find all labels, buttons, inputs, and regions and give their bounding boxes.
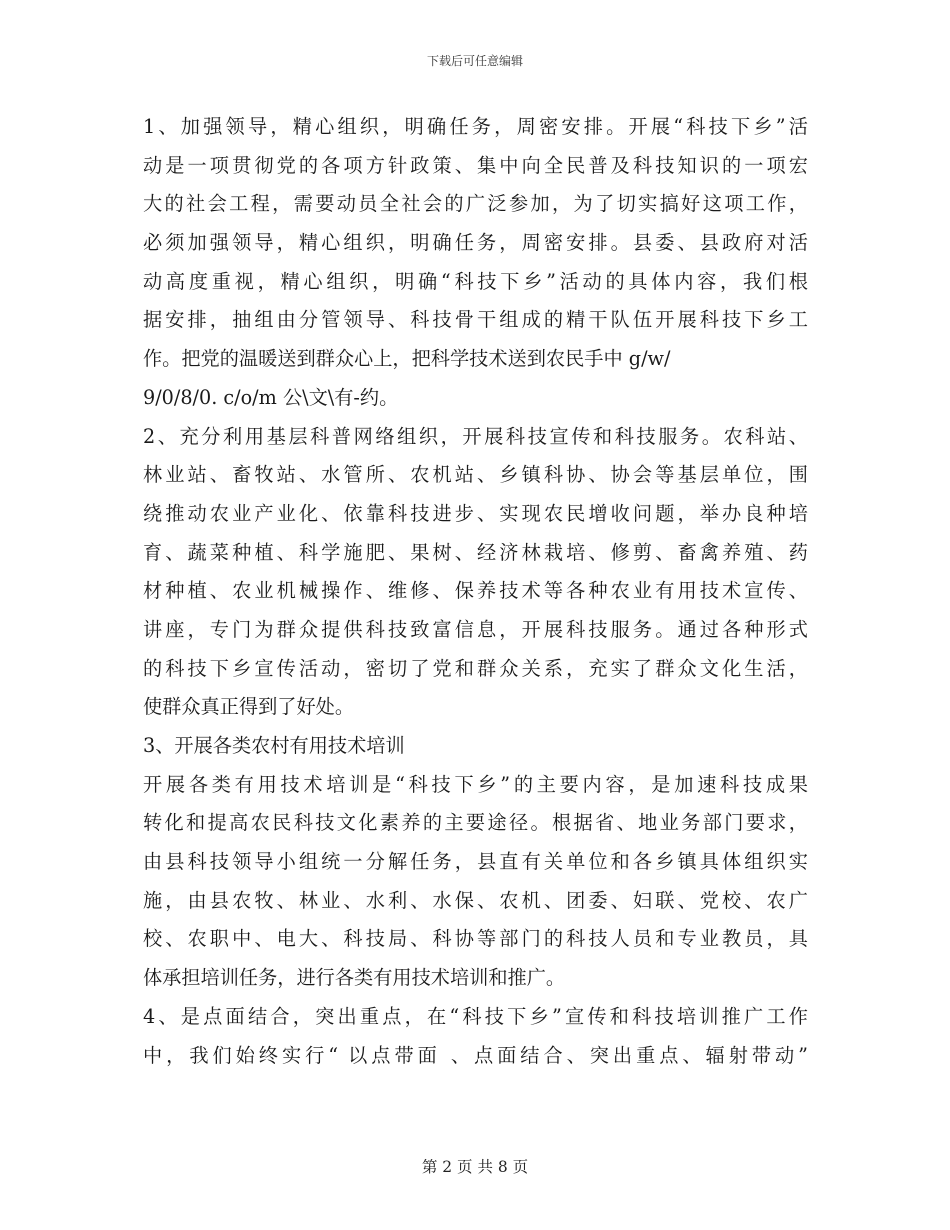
- text-line: 材种植、农业机械操作、维修、保养技术等各种农业有用技术宣传、: [143, 579, 808, 603]
- text-line: 绕推动农业产业化、依靠科技进步、实现农民增收问题，举办良种培: [143, 501, 808, 525]
- text-line: 讲座，专门为群众提供科技致富信息，开展科技服务。通过各种形式: [143, 617, 808, 641]
- text-line: 中，我们始终实行“ 以点带面 、点面结合、突出重点、辐射带动”: [143, 1043, 808, 1067]
- text-line: 由县科技领导小组统一分解任务，县直有关单位和各乡镇具体组织实: [143, 850, 808, 874]
- text-line: 9/0/8/0. c/o/m 公\文\有-约。: [143, 385, 399, 409]
- text-line: 据安排，抽组由分管领导、科技骨干组成的精干队伍开展科技下乡工: [143, 308, 808, 332]
- document-body: [143, 108, 808, 1075]
- section-heading: 3、开展各类农村有用技术培训: [143, 734, 405, 757]
- text-line: 作。把党的温暖送到群众心上，把科学技术送到农民手中 g/w/: [143, 347, 671, 371]
- text-line: 育、蔬菜种植、科学施肥、果树、经济林栽培、修剪、畜禽养殖、药: [143, 540, 808, 564]
- text-line: 动高度重视，精心组织，明确“科技下乡”活动的具体内容，我们根: [143, 269, 808, 293]
- text-line: 使群众真正得到了好处。: [143, 695, 355, 719]
- text-line: 林业站、畜牧站、水管所、农机站、乡镇科协、协会等基层单位，围: [143, 463, 808, 487]
- text-line: 施，由县农牧、林业、水利、水保、农机、团委、妇联、党校、农广: [143, 888, 808, 912]
- text-line: 校、农职中、电大、科技局、科协等部门的科技人员和专业教员，具: [143, 927, 808, 951]
- text-line: 必须加强领导，精心组织，明确任务，周密安排。县委、县政府对活: [143, 231, 808, 255]
- text-line: 1、加强领导，精心组织，明确任务，周密安排。开展“科技下乡”活: [143, 115, 808, 138]
- text-line: 4、是点面结合，突出重点，在“科技下乡”宣传和科技培训推广工作: [143, 1004, 808, 1028]
- text-line: 的科技下乡宣传活动，密切了党和群众关系，充实了群众文化生活，: [143, 656, 808, 680]
- text-line: 动是一项贯彻党的各项方针政策、集中向全民普及科技知识的一项宏: [143, 153, 808, 177]
- text-line: 2、充分利用基层科普网络组织，开展科技宣传和科技服务。农科站、: [143, 424, 808, 448]
- page-number-footer: 第 2 页 共 8 页: [421, 1158, 529, 1176]
- page-header: 下载后可任意编辑: [426, 54, 523, 68]
- text-line: 转化和提高农民科技文化素养的主要途径。根据省、地业务部门要求，: [143, 811, 808, 835]
- text-line: 开展各类有用技术培训是“科技下乡”的主要内容，是加速科技成果: [143, 772, 808, 796]
- text-line: 体承担培训任务，进行各类有用技术培训和推广。: [143, 966, 566, 990]
- text-line: 大的社会工程，需要动员全社会的广泛参加，为了切实搞好这项工作，: [143, 192, 808, 216]
